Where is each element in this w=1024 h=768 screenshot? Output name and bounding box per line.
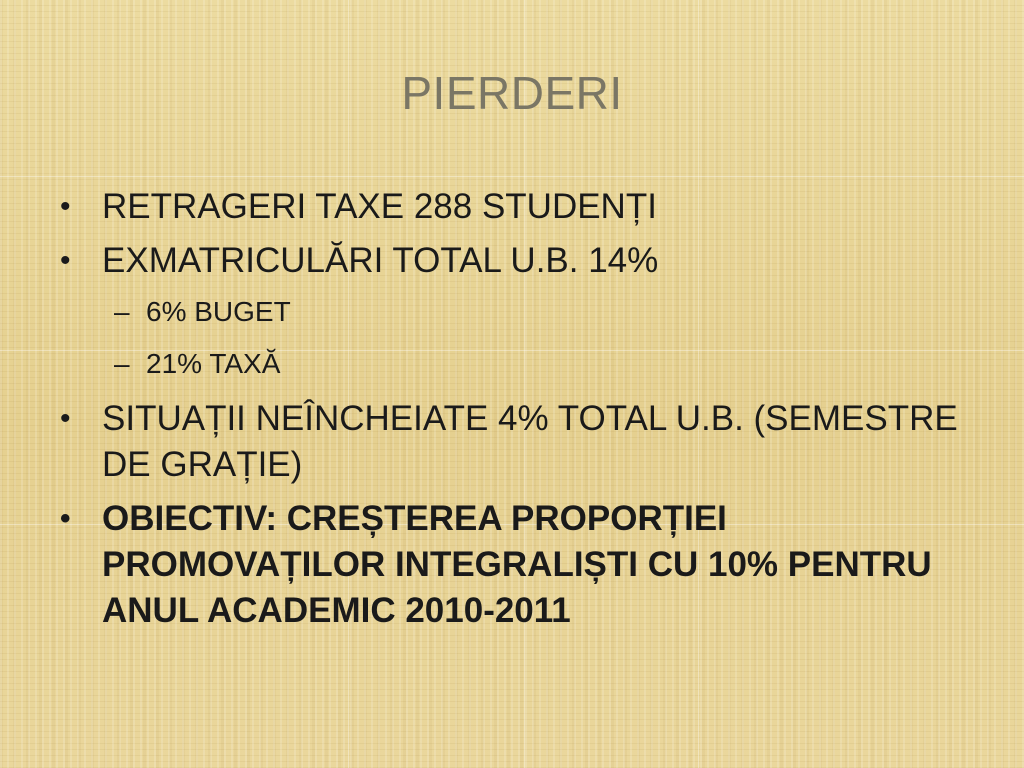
bullet-text: EXMATRICULĂRI TOTAL U.B. 14% [102,241,659,280]
sub-bullet-text: 6% BUGET [146,296,291,327]
sub-bullet-item [60,344,960,384]
slide-title: PIERDERI [401,67,623,119]
dash-icon: – [114,348,130,379]
bullet-icon: • [60,402,71,435]
bullet-icon: • [60,244,71,277]
bullet-icon: • [60,190,71,223]
bullet-item-objective [60,496,960,634]
bullet-item [60,396,960,488]
bullet-text: SITUAȚII NEÎNCHEIATE 4% TOTAL U.B. (SEMESTRE DE GRAȚIE) [102,399,958,484]
sub-bullet-item [60,292,960,332]
bullet-list [60,184,960,642]
bullet-icon: • [60,502,71,535]
bullet-text: RETRAGERI TAXE 288 STUDENȚI [102,187,657,226]
dash-icon: – [114,296,130,327]
bullet-item [60,184,960,230]
bullet-item [60,238,960,284]
bullet-text: OBIECTIV: CREȘTEREA PROPORȚIEI PROMOVAȚILOR INTEGRALIȘTI CU 10% PENTRU ANUL ACADEMIC 2010-2011 [102,499,932,630]
texture-line [0,176,1024,177]
sub-bullet-text: 21% TAXĂ [146,348,281,379]
